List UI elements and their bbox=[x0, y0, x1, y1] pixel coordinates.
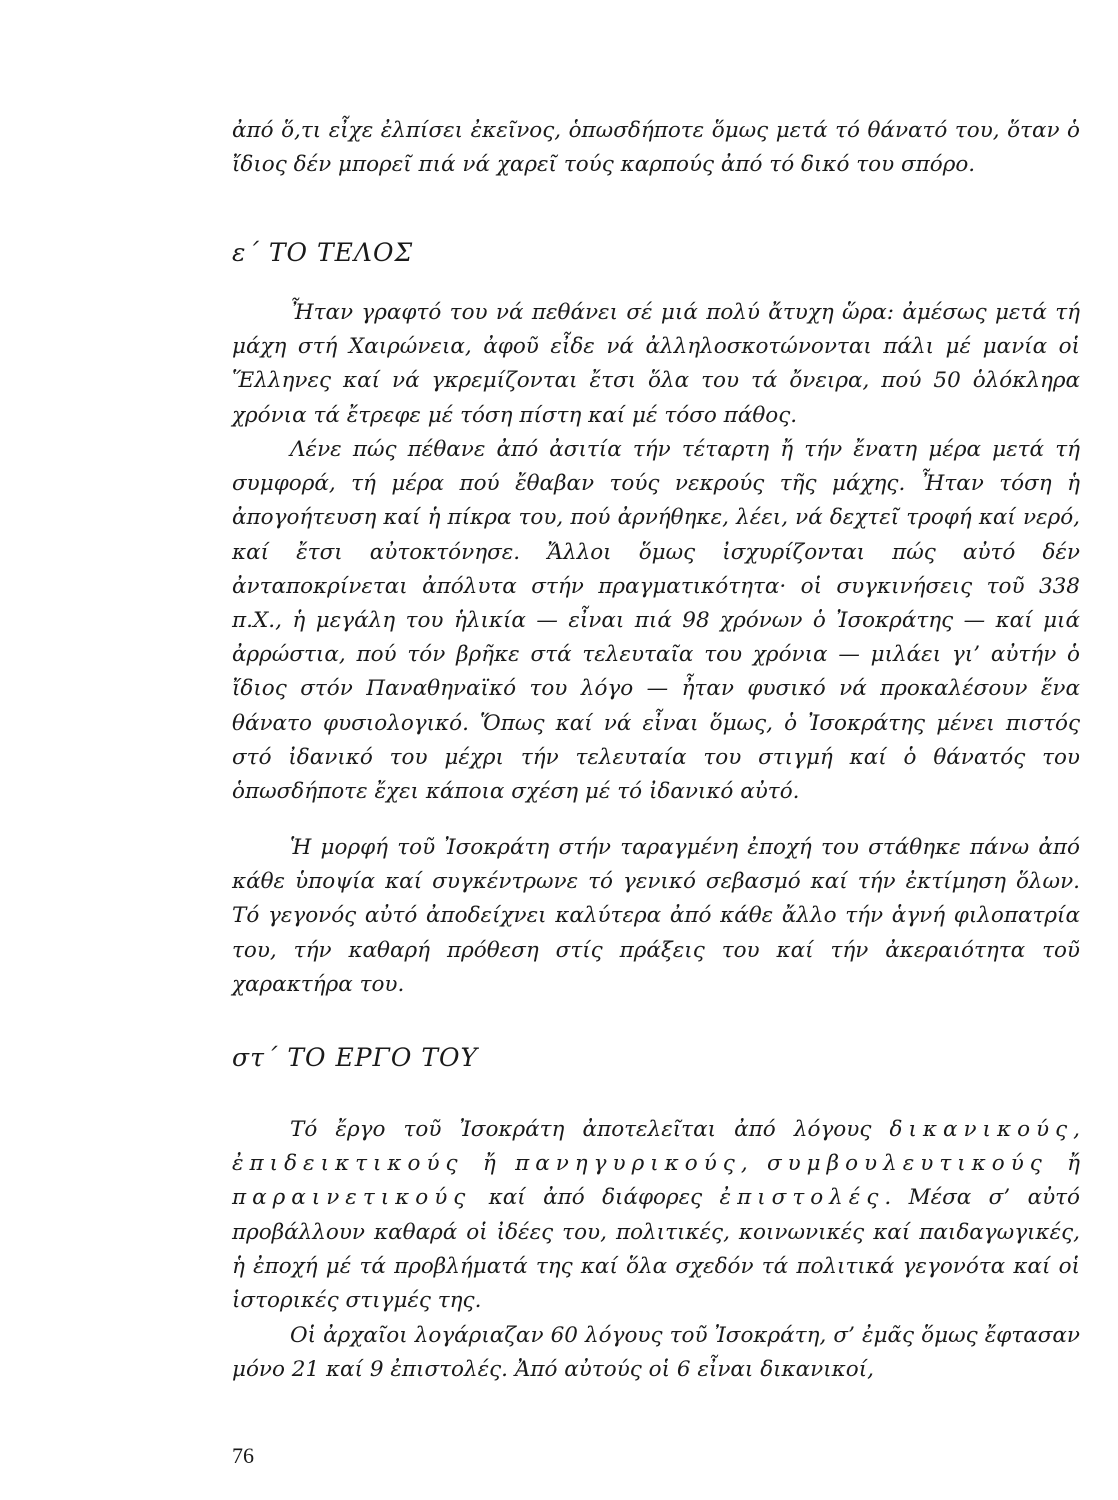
emphasis-span: ἐπιδεικτικούς bbox=[232, 1151, 464, 1177]
emphasis-span: συμβουλευτικούς bbox=[766, 1151, 1048, 1177]
text-span: . Μέσα σ’ αὐτό προβάλλουν καθαρά οἱ ἰδέες του, πολιτικές, κοινωνικές καί παιδαγωγικές, ἡ ἐποχή μέ τά προβλήματά της καί ὅλα σχεδόν τά πολιτικά γεγονότα καί οἱ ἱστορικές στιγμές της. bbox=[232, 1185, 1080, 1314]
text-span: ἤ bbox=[463, 1151, 516, 1177]
emphasis-span: πανηγυρικούς bbox=[515, 1151, 741, 1177]
text-span: Τό ἔργο τοῦ Ἰσοκράτη ἀποτελεῖται ἀπό λόγους bbox=[290, 1117, 890, 1142]
emphasis-span: ἐπιστολές bbox=[719, 1185, 885, 1211]
emphasis-span: παραινετικούς bbox=[232, 1185, 472, 1211]
paragraph-e-3: Ἡ μορφή τοῦ Ἰσοκράτη στήν ταραγμένη ἐποχή του στάθηκε πάνω ἀπό κάθε ὑποψία καί συγκέντρωνε τό γενικό σεβασμό καί τήν ἐκτίμηση ὅλων. Τό γεγονός αὐτό ἀποδείχνει καλύτερα ἀπό κάθε ἄλλο τήν ἁγνή φιλοπατρία του, τήν καθαρή πρόθεση στίς πράξεις του καί τήν ἀκεραιότητα τοῦ χαρακτήρα του. bbox=[232, 835, 1080, 997]
text-span: , bbox=[740, 1151, 767, 1177]
paragraph-st-1 bbox=[232, 1113, 1080, 1318]
intro-paragraph: ἀπό ὅ,τι εἶχε ἐλπίσει ἐκεῖνος, ὁπωσδήποτε ὅμως μετά τό θάνατό του, ὅταν ὁ ἴδιος δέν μπορεῖ πιά νά χαρεῖ τούς καρπούς ἀπό τό δικό του σπόρο. bbox=[232, 118, 1080, 178]
text-span: , bbox=[1073, 1117, 1080, 1142]
text-span: ἤ bbox=[1047, 1151, 1080, 1177]
section-heading-st: στ΄ ΤΟ ΕΡΓΟ ΤΟΥ bbox=[232, 1043, 478, 1072]
paragraph-e-1: Ἦταν γραφτό του νά πεθάνει σέ μιά πολύ ἄτυχη ὥρα: ἀμέσως μετά τή μάχη στή Χαιρώνεια, ἀφοῦ εἶδε νά ἀλληλοσκοτώνονται πάλι μέ μανία οἱ Ἕλληνες καί νά γκρεμίζονται ἔτσι ὅλα του τά ὄνειρα, πού 50 ὁλόκληρα χρόνια τά ἔτρεφε μέ τόση πίστη καί μέ τόσο πάθος. bbox=[232, 300, 1080, 428]
text-span: καί ἀπό διάφορες bbox=[471, 1185, 720, 1211]
emphasis-span: δικανικούς bbox=[889, 1117, 1074, 1142]
section-heading-e: ε΄ ΤΟ ΤΕΛΟΣ bbox=[232, 238, 414, 267]
paragraph-st-2: Οἱ ἀρχαῖοι λογάριαζαν 60 λόγους τοῦ Ἰσοκράτη, σ’ ἐμᾶς ὅμως ἔφτασαν μόνο 21 καί 9 ἐπιστολές. Ἀπό αὐτούς οἱ 6 εἶναι δικανικοί, bbox=[232, 1323, 1080, 1383]
paragraph-e-2: Λένε πώς πέθανε ἀπό ἀσιτία τήν τέταρτη ἤ τήν ἔνατη μέρα μετά τή συμφορά, τή μέρα πού ἔθαβαν τούς νεκρούς τῆς μάχης. Ἦταν τόση ἡ ἀπογοήτευση καί ἡ πίκρα του, πού ἀρνήθηκε, λέει, νά δεχτεῖ τροφή καί νερό, καί ἔτσι αὐτοκτόνησε. Ἄλλοι ὅμως ἰσχυρίζονται πώς αὐτό δέν ἀνταποκρίνεται ἀπόλυτα στήν πραγματικότητα· οἱ συγκινήσεις τοῦ 338 π.Χ., ἡ μεγάλη του ἡλικία — εἶναι πιά 98 χρόνων ὁ Ἰσοκράτης — καί μιά ἀρρώστια, πού τόν βρῆκε στά τελευταῖα του χρόνια — μιλάει γι’ αὐτήν ὁ ἴδιος στόν Παναθηναϊκό του λόγο — ἦταν φυσικό νά προκαλέσουν ἕνα θάνατο φυσιολογικό. Ὅπως καί νά εἶναι ὅμως, ὁ Ἰσοκράτης μένει πιστός στό ἰδανικό του μέχρι τήν τελευταία του στιγμή καί ὁ θάνατός του ὁπωσδήποτε ἔχει κάποια σχέση μέ τό ἰδανικό αὐτό. bbox=[232, 437, 1080, 805]
page-number: 76 bbox=[232, 1443, 254, 1468]
